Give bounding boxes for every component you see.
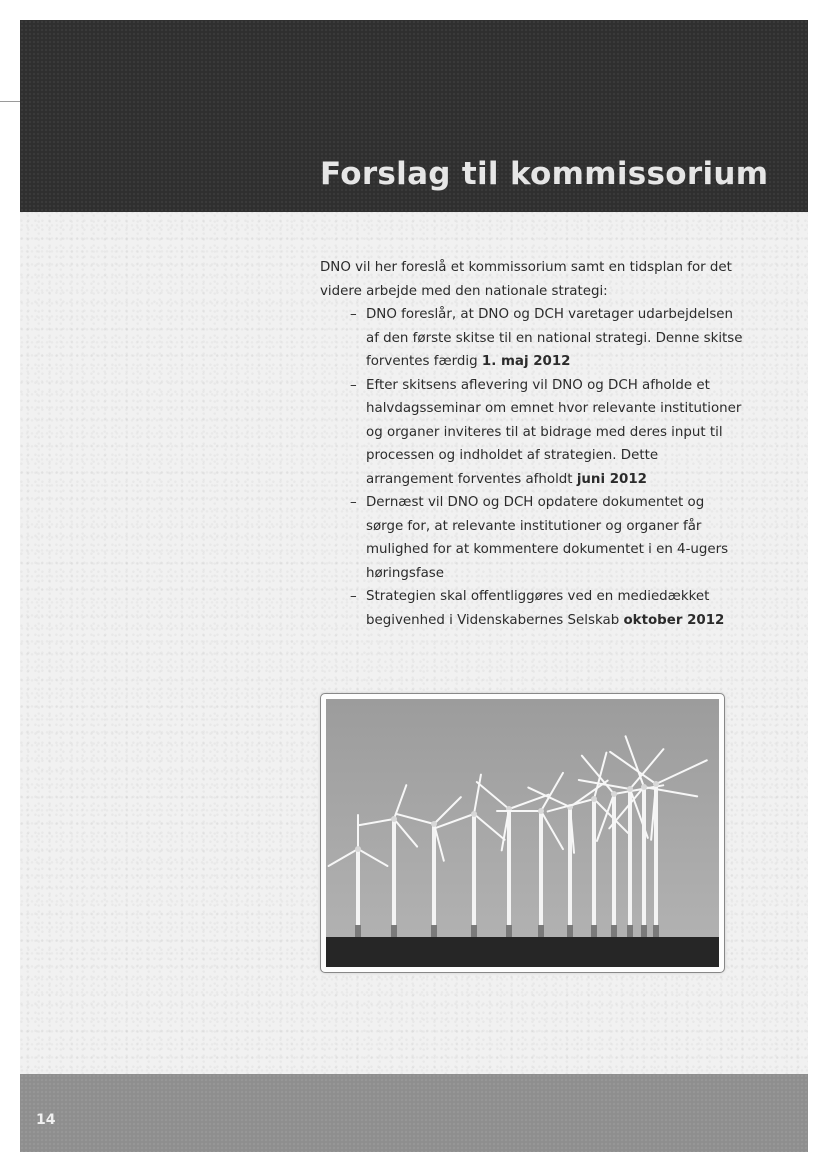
turbine-foundation — [641, 925, 647, 937]
turbine-hub — [627, 786, 633, 792]
wind-turbine-image — [326, 699, 719, 967]
list-item — [350, 374, 745, 492]
list-item — [350, 303, 745, 374]
turbine-tower — [472, 814, 476, 937]
page-number: 14 — [36, 1112, 56, 1128]
turbine-foundation — [567, 925, 573, 937]
turbine-tower — [642, 787, 646, 937]
turbine-foundation — [611, 925, 617, 937]
list-item-text: DNO foreslår, at DNO og DCH varetager udarbejdelsen af den første skitse til en national strategi. Denne skitse forventes færdig — [366, 307, 743, 369]
turbine-foundation — [471, 925, 477, 937]
sky — [326, 699, 719, 967]
list-item-text: Strategien skal offentliggøres ved en mediedækket begivenhed i Videnskabernes Selskab — [366, 589, 710, 628]
turbine-tower — [507, 809, 511, 937]
turbine-foundation — [627, 925, 633, 937]
turbine-hub — [653, 781, 659, 787]
list-item — [350, 585, 745, 632]
turbine-hub — [538, 808, 544, 814]
list-item-text: Dernæst vil DNO og DCH opdatere dokumentet og sørge for, at relevante institutioner og organer får mulighed for at kommentere dokumentet i en 4-ugers høringsfase — [366, 495, 729, 581]
header-band — [20, 20, 808, 212]
turbine-tower — [392, 819, 396, 937]
list-bullet: – — [350, 377, 357, 393]
wind-turbine-photo — [320, 693, 725, 973]
list-bullet: – — [350, 589, 357, 604]
turbine-foundation — [538, 925, 544, 937]
list-bullet: – — [350, 307, 357, 322]
turbine-foundation — [653, 925, 659, 937]
turbine-hub — [591, 796, 597, 802]
footer-band — [20, 1074, 808, 1152]
turbine-foundation — [355, 925, 361, 937]
turbine-foundation — [431, 925, 437, 937]
turbine-tower — [612, 794, 616, 937]
turbine-hub — [431, 821, 437, 827]
intro-paragraph: DNO vil her foreslå et kommissorium samt en tidsplan for det videre arbejde med den nationale strategi: — [320, 260, 732, 299]
list-item — [350, 491, 745, 585]
turbine-tower — [356, 849, 360, 937]
body-content — [320, 256, 745, 632]
turbine-foundation — [506, 925, 512, 937]
page-title: Forslag til kommissorium — [320, 156, 769, 192]
turbine-tower — [628, 789, 632, 937]
list-item-text: Efter skitsens aflevering vil DNO og DCH afholde et halvdagsseminar om emnet hvor relevante institutioner og organer inviteres til at bidrage med deres input til processen og indholdet af strategien. Dette arrangement forventes afholdt — [366, 377, 742, 487]
turbine-hub — [471, 811, 477, 817]
list-item-date: juni 2012 — [576, 471, 647, 487]
turbine-tower — [592, 799, 596, 937]
turbine-tower — [432, 824, 436, 937]
list-item-date: 1. maj 2012 — [481, 354, 571, 369]
turbine-foundation — [591, 925, 597, 937]
turbine-hub — [611, 791, 617, 797]
timeline-list — [320, 303, 745, 632]
turbine-hub — [355, 846, 361, 852]
turbine-hub — [391, 816, 397, 822]
turbine-tower — [539, 811, 543, 937]
turbine-hub — [641, 784, 647, 790]
margin-rule — [0, 101, 20, 102]
sea — [326, 937, 719, 967]
list-item-date: oktober 2012 — [623, 612, 725, 628]
document-page — [20, 20, 808, 1152]
list-bullet: – — [350, 495, 357, 510]
turbine-foundation — [391, 925, 397, 937]
